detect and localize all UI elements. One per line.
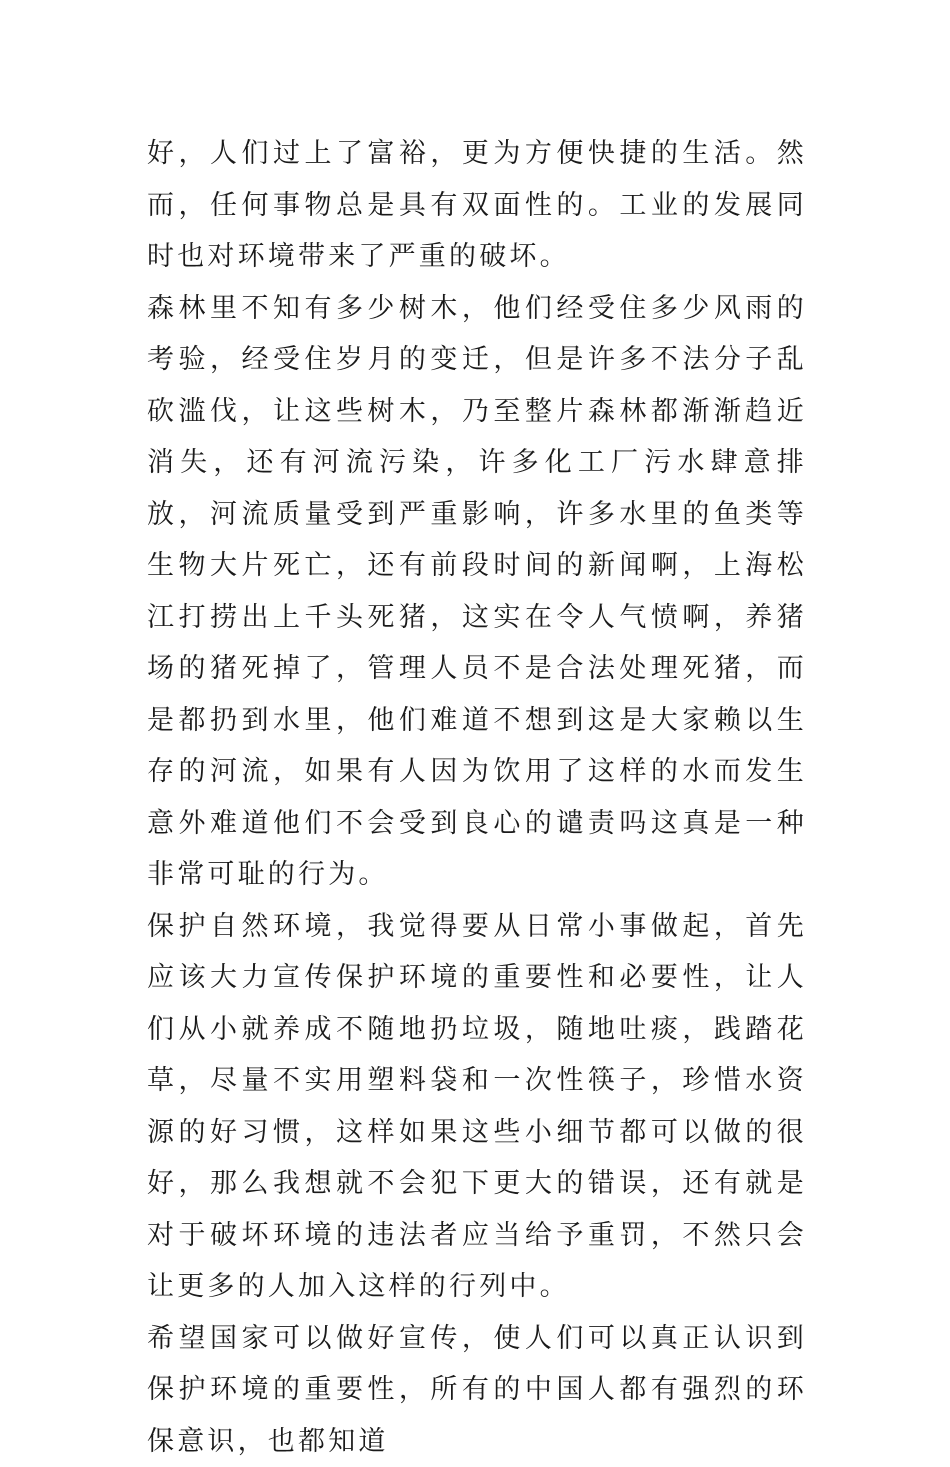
paragraph-3: 保护自然环境，我觉得要从日常小事做起，首先应该大力宣传保护环境的重要性和必要性，让人们从小就养成不随地扔垃圾，随地吐痰，践踏花草，尽量不实用塑料袋和一次性筷子，珍惜水资源的好习惯，这样如果这些小细节都可以做的很好，那么我想就不会犯下更大的错误，还有就是对于破坏环境的违法者应当给予重罚，不然只会让更多的人加入这样的行列中。 [147, 901, 807, 1313]
paragraph-2: 森林里不知有多少树木，他们经受住多少风雨的考验，经受住岁月的变迁，但是许多不法分子乱砍滥伐，让这些树木，乃至整片森林都渐渐趋近消失，还有河流污染，许多化工厂污水肆意排放，河流质量受到严重影响，许多水里的鱼类等生物大片死亡，还有前段时间的新闻啊，上海松江打捞出上千头死猪，这实在令人气愤啊，养猪场的猪死掉了，管理人员不是合法处理死猪，而是都扔到水里，他们难道不想到这是大家赖以生存的河流，如果有人因为饮用了这样的水而发生意外难道他们不会受到良心的谴责吗这真是一种非常可耻的行为。 [147, 283, 807, 901]
paragraph-1: 好，人们过上了富裕，更为方便快捷的生活。然而，任何事物总是具有双面性的。工业的发展同时也对环境带来了严重的破坏。 [147, 128, 807, 283]
document-body [147, 128, 807, 1467]
paragraph-4: 希望国家可以做好宣传，使人们可以真正认识到保护环境的重要性，所有的中国人都有强烈的环保意识，也都知道 [147, 1313, 807, 1467]
